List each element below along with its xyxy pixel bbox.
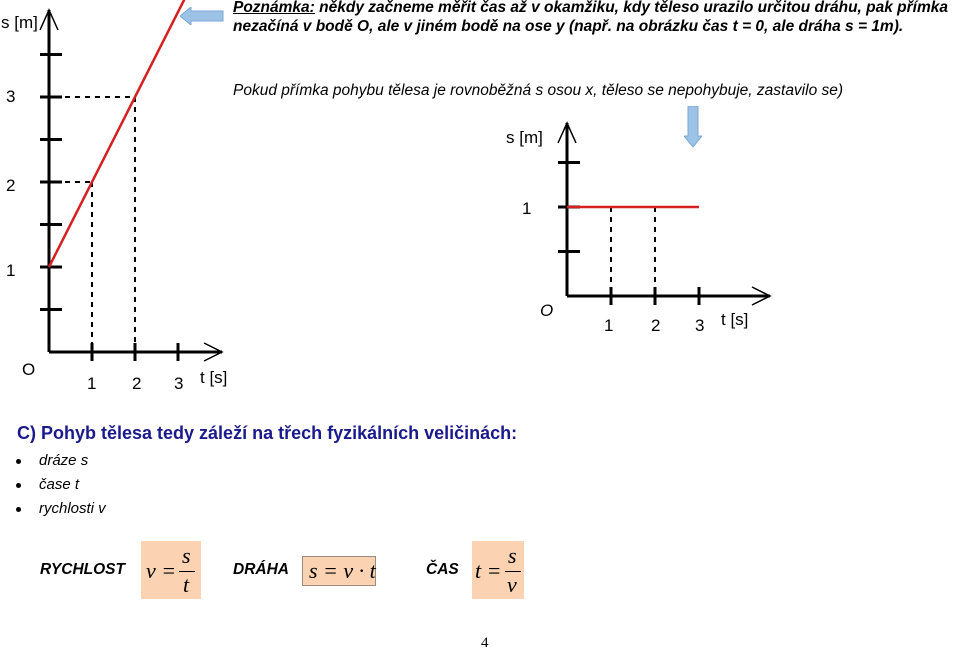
graph-2-xtick-label-1: 1 [604, 316, 614, 335]
distance-expr: s = v · t [309, 558, 376, 583]
page-number: 4 [481, 635, 489, 651]
speed-numerator: s [182, 543, 191, 568]
distance-formula [302, 556, 376, 586]
graph-1-ylabel: s [m] [1, 13, 38, 32]
note-heading: Poznámka: [233, 0, 315, 16]
speed-formula [141, 541, 201, 599]
graph-2-origin: O [540, 301, 554, 320]
quantity-list [14, 449, 106, 521]
note-text: někdy začneme měřit čas až v okamžiku, kdy těleso urazilo určitou dráhu, pak přímka nezačíná v bodě O, ale v jiném bodě na ose y (např. na obrázku čas t = 0, ale dráha s = 1m). [233, 0, 948, 35]
time-numerator: s [508, 543, 517, 568]
graph-1-ytick-label-2: 2 [6, 176, 16, 195]
graph-2-xlabel: t [s] [721, 310, 749, 329]
time-label: ČAS [426, 561, 459, 578]
graph-1-xlabel: t [s] [200, 368, 228, 387]
time-lhs: t = [475, 558, 502, 583]
list-item: dráze s [14, 449, 106, 473]
graph-2-ytick-label-1: 1 [522, 199, 532, 218]
time-formula [472, 541, 524, 599]
graph-1-xtick-label-2: 2 [132, 374, 142, 393]
graph-2-ticks [558, 163, 699, 306]
graph-1-origin: O [22, 360, 36, 379]
speed-label: RYCHLOST [40, 561, 125, 578]
graph-1-xtick-label-3: 3 [174, 374, 184, 393]
graph-2-xtick-label-2: 2 [651, 316, 661, 335]
time-denominator: v [507, 572, 517, 597]
graph-1-xtick-label-1: 1 [87, 374, 97, 393]
note-stationary: Pokud přímka pohybu tělesa je rovnoběžná s osou x, těleso se nepohybuje, zastavilo se) [233, 82, 844, 99]
graph-1-ytick-label-1: 1 [6, 261, 16, 280]
list-item: čase t [14, 473, 106, 497]
list-item: rychlosti v [14, 497, 106, 521]
speed-denominator: t [183, 572, 190, 597]
speed-lhs: v = [146, 558, 177, 583]
section-heading: C) Pohyb tělesa tedy záleží na třech fyzikálních veličinách: [17, 423, 518, 443]
graph-1-ytick-label-3: 3 [6, 87, 16, 106]
graph-2-axes [558, 123, 770, 305]
graph-2-guides [611, 207, 655, 292]
graph-2-ylabel: s [m] [506, 128, 543, 147]
distance-label: DRÁHA [233, 561, 289, 578]
graph-2-xtick-label-3: 3 [695, 316, 705, 335]
